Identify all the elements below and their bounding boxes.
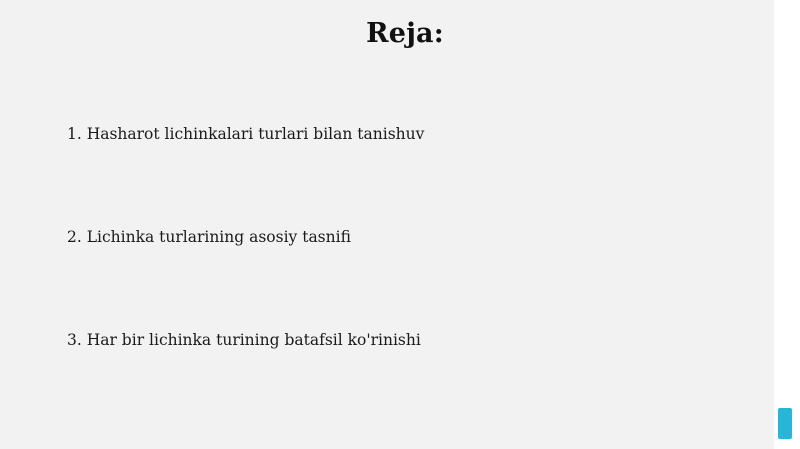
slide-title: Reja:	[366, 18, 444, 49]
plan-item-3: 3. Har bir lichinka turining batafsil ko'rinishi	[67, 331, 421, 349]
scrollbar-thumb[interactable]	[778, 408, 792, 439]
plan-item-2: 2. Lichinka turlarining asosiy tasnifi	[67, 228, 351, 246]
scrollbar-track[interactable]	[774, 0, 800, 449]
plan-item-1: 1. Hasharot lichinkalari turlari bilan tanishuv	[67, 125, 425, 143]
